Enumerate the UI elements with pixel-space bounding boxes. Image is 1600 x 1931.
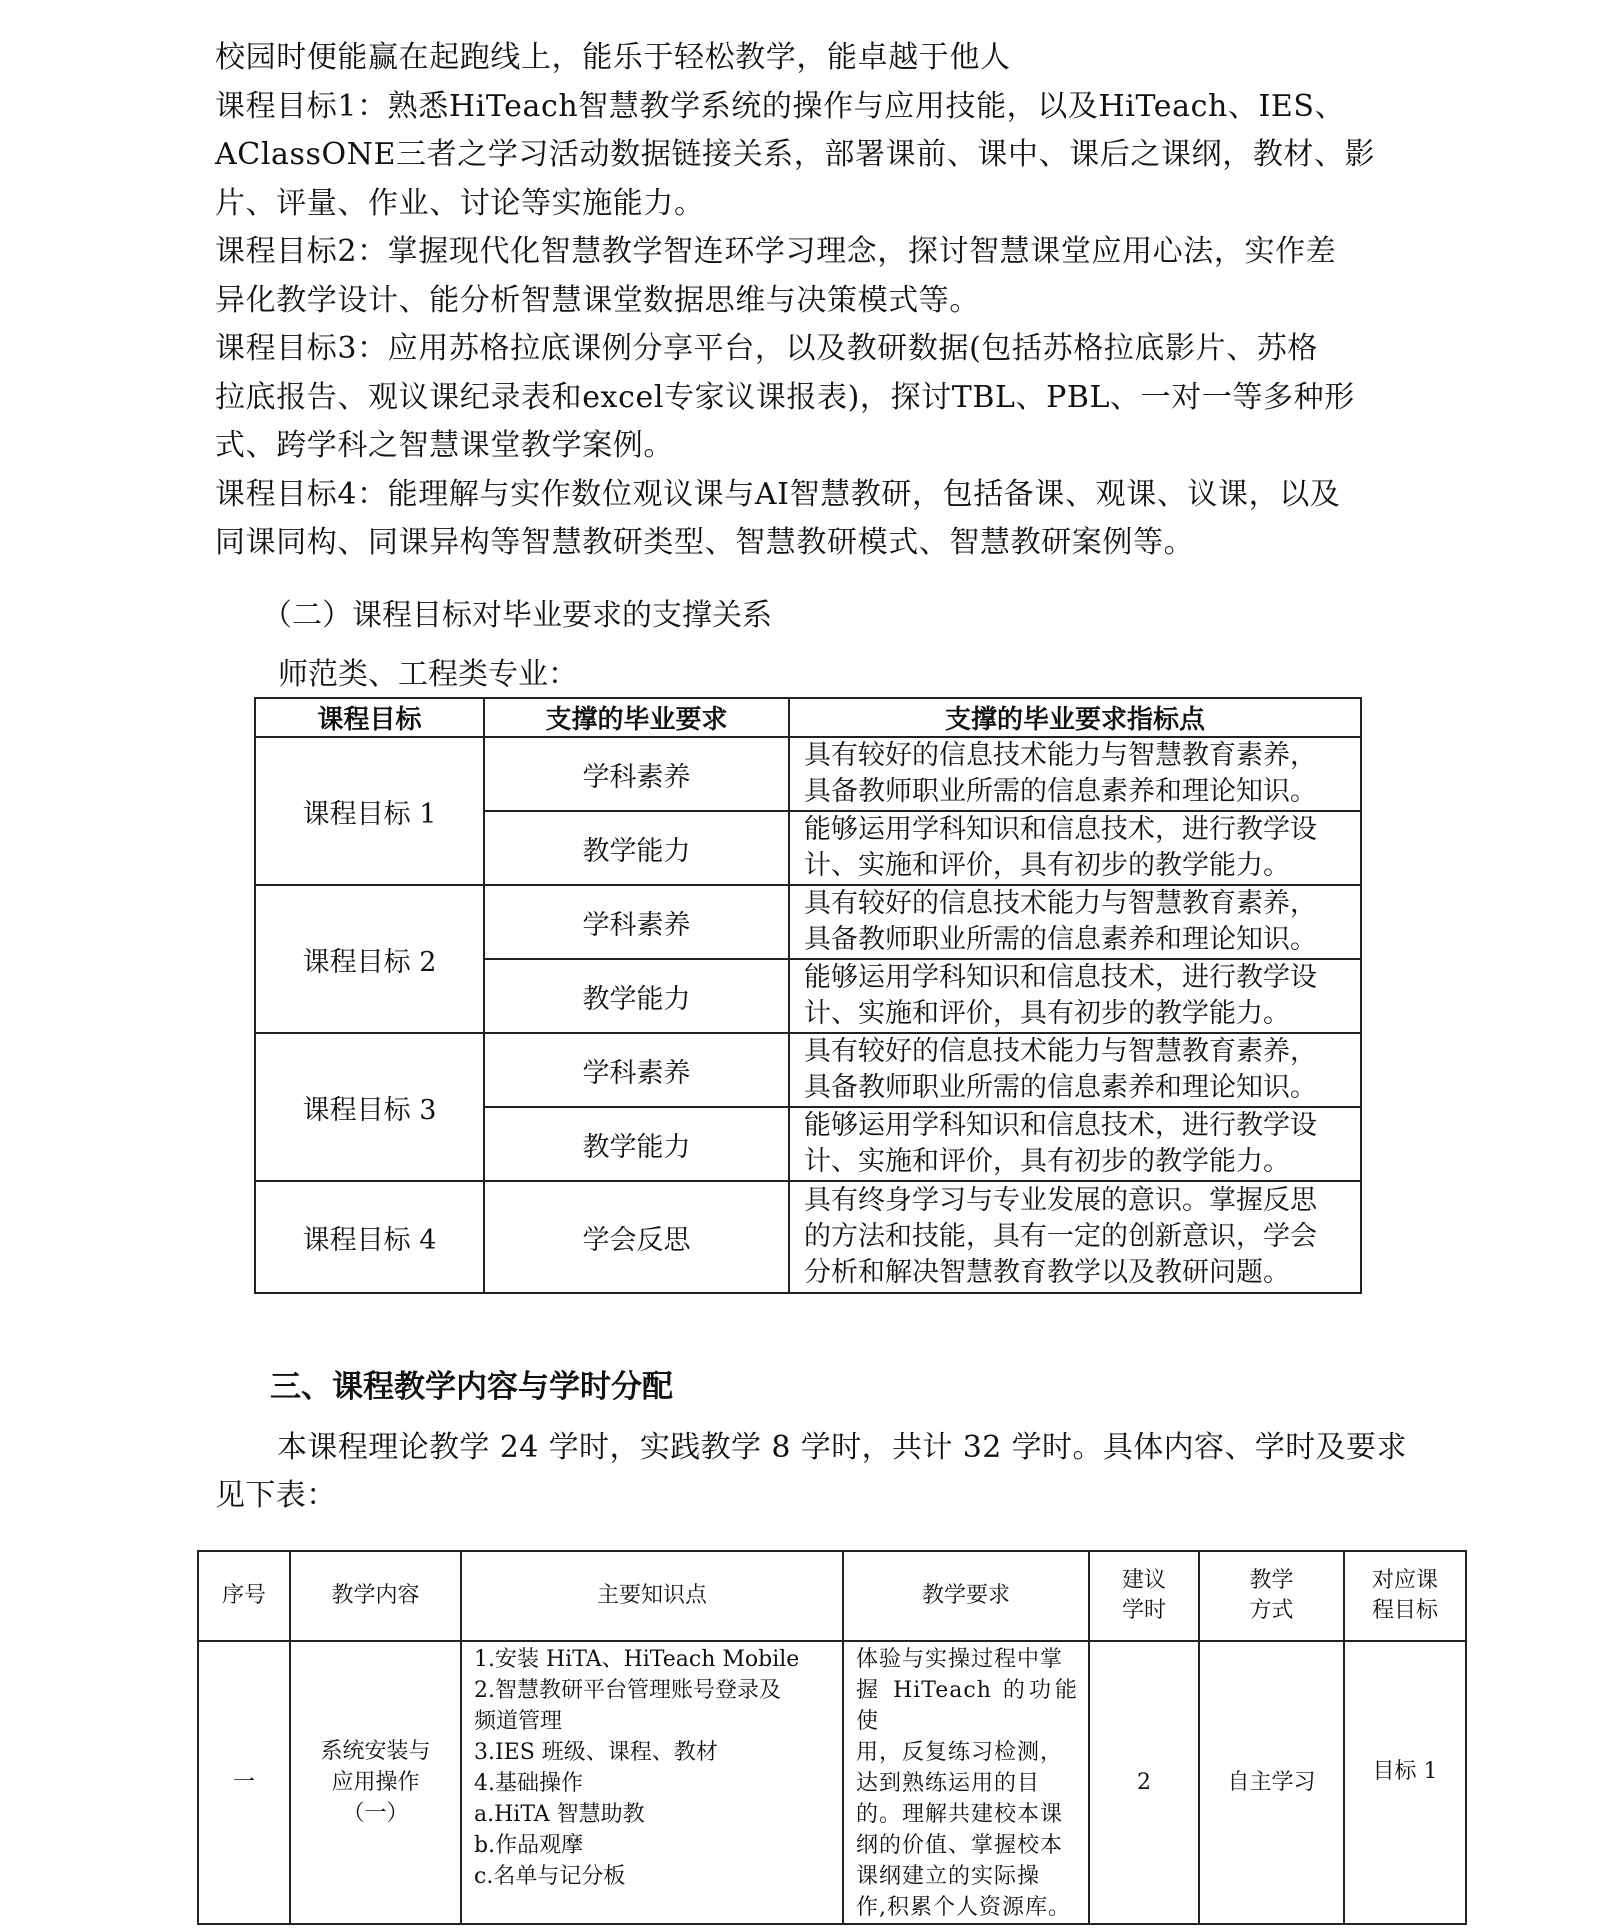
knowledge-point: 3.IES 班级、课程、教材 <box>474 1740 718 1765</box>
objective-3-line: 式、跨学科之智慧课堂教学案例。 <box>215 428 674 463</box>
indicator-cell <box>789 1181 1361 1293</box>
objective-3 <box>215 325 1385 471</box>
objective-2-line: 异化教学设计、能分析智慧课堂数据思维与决策模式等。 <box>215 282 980 318</box>
support-table <box>254 697 1362 1294</box>
objective-1-line: 片、评量、作业、讨论等实施能力。 <box>215 185 705 221</box>
indicator-line: 具有较好的信息技术能力与智慧教育素养， <box>804 888 1317 919</box>
requirement-cell: 教学能力 <box>484 811 789 885</box>
header-line: 建议 <box>1121 1568 1166 1593</box>
objective-2 <box>215 228 1385 325</box>
header-content: 教学内容 <box>290 1551 461 1641</box>
requirement-cell: 学科素养 <box>484 737 789 811</box>
method-cell: 自主学习 <box>1199 1641 1344 1924</box>
knowledge-points-cell <box>461 1641 843 1924</box>
indicator-cell <box>789 811 1361 885</box>
indicator-cell <box>789 737 1361 811</box>
objective-4 <box>215 471 1385 568</box>
knowledge-point: a.HiTA 智慧助教 <box>474 1802 645 1827</box>
objective-4-line: 同课同构、同课异构等智慧教研类型、智慧教研模式、智慧教研案例等。 <box>215 525 1195 560</box>
content-line: 系统安装与 <box>320 1739 431 1764</box>
knowledge-point: 2.智慧教研平台管理账号登录及 <box>474 1678 781 1703</box>
knowledge-point: 4.基础操作 <box>474 1771 583 1796</box>
table-row <box>255 1181 1361 1293</box>
indicator-line: 计、实施和评价，具有初步的教学能力。 <box>804 1146 1290 1177</box>
knowledge-point: 频道管理 <box>474 1709 563 1734</box>
objective-cell: 目标 1 <box>1344 1641 1466 1924</box>
header-indicator: 支撑的毕业要求指标点 <box>789 698 1361 737</box>
indicator-cell <box>789 1107 1361 1181</box>
indicator-line: 具有终身学习与专业发展的意识。掌握反思 <box>804 1185 1317 1216</box>
requirement-cell: 学会反思 <box>484 1181 789 1293</box>
header-requirements: 教学要求 <box>843 1551 1089 1641</box>
table-row <box>198 1641 1466 1924</box>
knowledge-point: c.名单与记分板 <box>474 1864 626 1889</box>
indicator-line: 具备教师职业所需的信息素养和理论知识。 <box>804 1072 1317 1103</box>
header-objective: 课程目标 <box>255 698 484 737</box>
objective-cell: 课程目标 1 <box>255 737 484 885</box>
indicator-line: 具有较好的信息技术能力与智慧教育素养， <box>804 1036 1317 1067</box>
objective-cell: 课程目标 2 <box>255 885 484 1033</box>
header-line: 学时 <box>1121 1598 1166 1623</box>
requirements-cell <box>843 1641 1089 1924</box>
objective-3-line: 拉底报告、观议课纪录表和excel专家议课报表)，探讨TBL、PBL、一对一等多种形 <box>215 379 1355 415</box>
indicator-line: 能够运用学科知识和信息技术，进行教学设 <box>804 962 1317 993</box>
objective-3-line: 课程目标3：应用苏格拉底课例分享平台，以及教研数据(包括苏格拉底影片、苏格 <box>215 331 1318 366</box>
support-table-header <box>255 698 1361 737</box>
indicator-cell <box>789 1033 1361 1107</box>
support-section-subheading: 师范类、工程类专业： <box>278 657 578 692</box>
indicator-line: 能够运用学科知识和信息技术，进行教学设 <box>804 1110 1317 1141</box>
indicator-cell <box>789 885 1361 959</box>
indicator-line: 具备教师职业所需的信息素养和理论知识。 <box>804 776 1317 807</box>
header-method <box>1199 1551 1344 1641</box>
objective-1-line: 课程目标1：熟悉HiTeach智慧教学系统的操作与应用技能，以及HiTeach、IES、 <box>215 88 1346 124</box>
content-cell <box>290 1641 461 1924</box>
indicator-line: 计、实施和评价，具有初步的教学能力。 <box>804 850 1290 881</box>
content-line: 应用操作 <box>331 1770 420 1795</box>
header-requirement: 支撑的毕业要求 <box>484 698 789 737</box>
table-row <box>255 1033 1361 1107</box>
support-section-heading: （二）课程目标对毕业要求的支撑关系 <box>262 598 772 633</box>
hours-cell: 2 <box>1089 1641 1199 1924</box>
objective-2-line: 课程目标2：掌握现代化智慧教学智连环学习理念，探讨智慧课堂应用心法，实作差 <box>215 234 1337 269</box>
requirement-line: 的。理解共建校本课 <box>856 1802 1064 1827</box>
header-line: 方式 <box>1249 1598 1294 1623</box>
header-objective <box>1344 1551 1466 1641</box>
content-section-heading: 三、课程教学内容与学时分配 <box>270 1369 673 1405</box>
requirement-cell: 学科素养 <box>484 885 789 959</box>
indicator-line: 具备教师职业所需的信息素养和理论知识。 <box>804 924 1317 955</box>
requirement-line: 握 HiTeach 的功能使 <box>856 1678 1078 1734</box>
requirement-line: 课纲建立的实际操 <box>856 1864 1041 1889</box>
objective-1 <box>215 83 1385 229</box>
requirement-line: 用，反复练习检测， <box>856 1740 1064 1765</box>
indicator-line: 分析和解决智慧教育教学以及教研问题。 <box>804 1257 1290 1288</box>
objectives-text <box>215 34 1385 568</box>
intro-tail: 校园时便能赢在起跑线上，能乐于轻松教学，能卓越于他人 <box>215 40 1011 75</box>
knowledge-point: b.作品观摩 <box>474 1833 584 1858</box>
knowledge-point: 1.安装 HiTA、HiTeach Mobile <box>474 1647 800 1672</box>
requirement-line: 纲的价值、掌握校本 <box>856 1833 1064 1858</box>
indicator-line: 的方法和技能，具有一定的创新意识，学会 <box>804 1221 1317 1252</box>
indicator-line: 能够运用学科知识和信息技术，进行教学设 <box>804 814 1317 845</box>
requirement-cell: 教学能力 <box>484 959 789 1033</box>
requirement-line: 达到熟练运用的目 <box>856 1771 1041 1796</box>
content-section-intro: 本课程理论教学 24 学时，实践教学 8 学时，共计 32 学时。具体内容、学时及要求见下表： <box>215 1430 1407 1513</box>
content-table-header <box>198 1551 1466 1641</box>
header-hours <box>1089 1551 1199 1641</box>
table-row <box>255 885 1361 959</box>
objective-cell: 课程目标 3 <box>255 1033 484 1181</box>
header-line: 程目标 <box>1371 1598 1438 1623</box>
content-line: （一） <box>342 1801 409 1826</box>
requirement-cell: 教学能力 <box>484 1107 789 1181</box>
header-line: 教学 <box>1249 1568 1294 1593</box>
indicator-line: 具有较好的信息技术能力与智慧教育素养， <box>804 740 1317 771</box>
requirement-cell: 学科素养 <box>484 1033 789 1107</box>
header-knowledge-points: 主要知识点 <box>461 1551 843 1641</box>
header-index: 序号 <box>198 1551 290 1641</box>
objective-cell: 课程目标 4 <box>255 1181 484 1293</box>
table-row <box>255 737 1361 811</box>
indicator-cell <box>789 959 1361 1033</box>
objective-1-line: AClassONE三者之学习活动数据链接关系，部署课前、课中、课后之课纲，教材、影 <box>215 137 1376 172</box>
objective-4-line: 课程目标4：能理解与实作数位观议课与AI智慧教研，包括备课、观课、议课，以及 <box>215 476 1341 512</box>
requirement-line: 体验与实操过程中掌 <box>856 1647 1064 1672</box>
requirement-line: 作,积累个人资源库。 <box>856 1895 1071 1920</box>
index-cell: 一 <box>198 1641 290 1924</box>
header-line: 对应课 <box>1371 1568 1438 1593</box>
indicator-line: 计、实施和评价，具有初步的教学能力。 <box>804 998 1290 1029</box>
content-table <box>197 1550 1467 1925</box>
